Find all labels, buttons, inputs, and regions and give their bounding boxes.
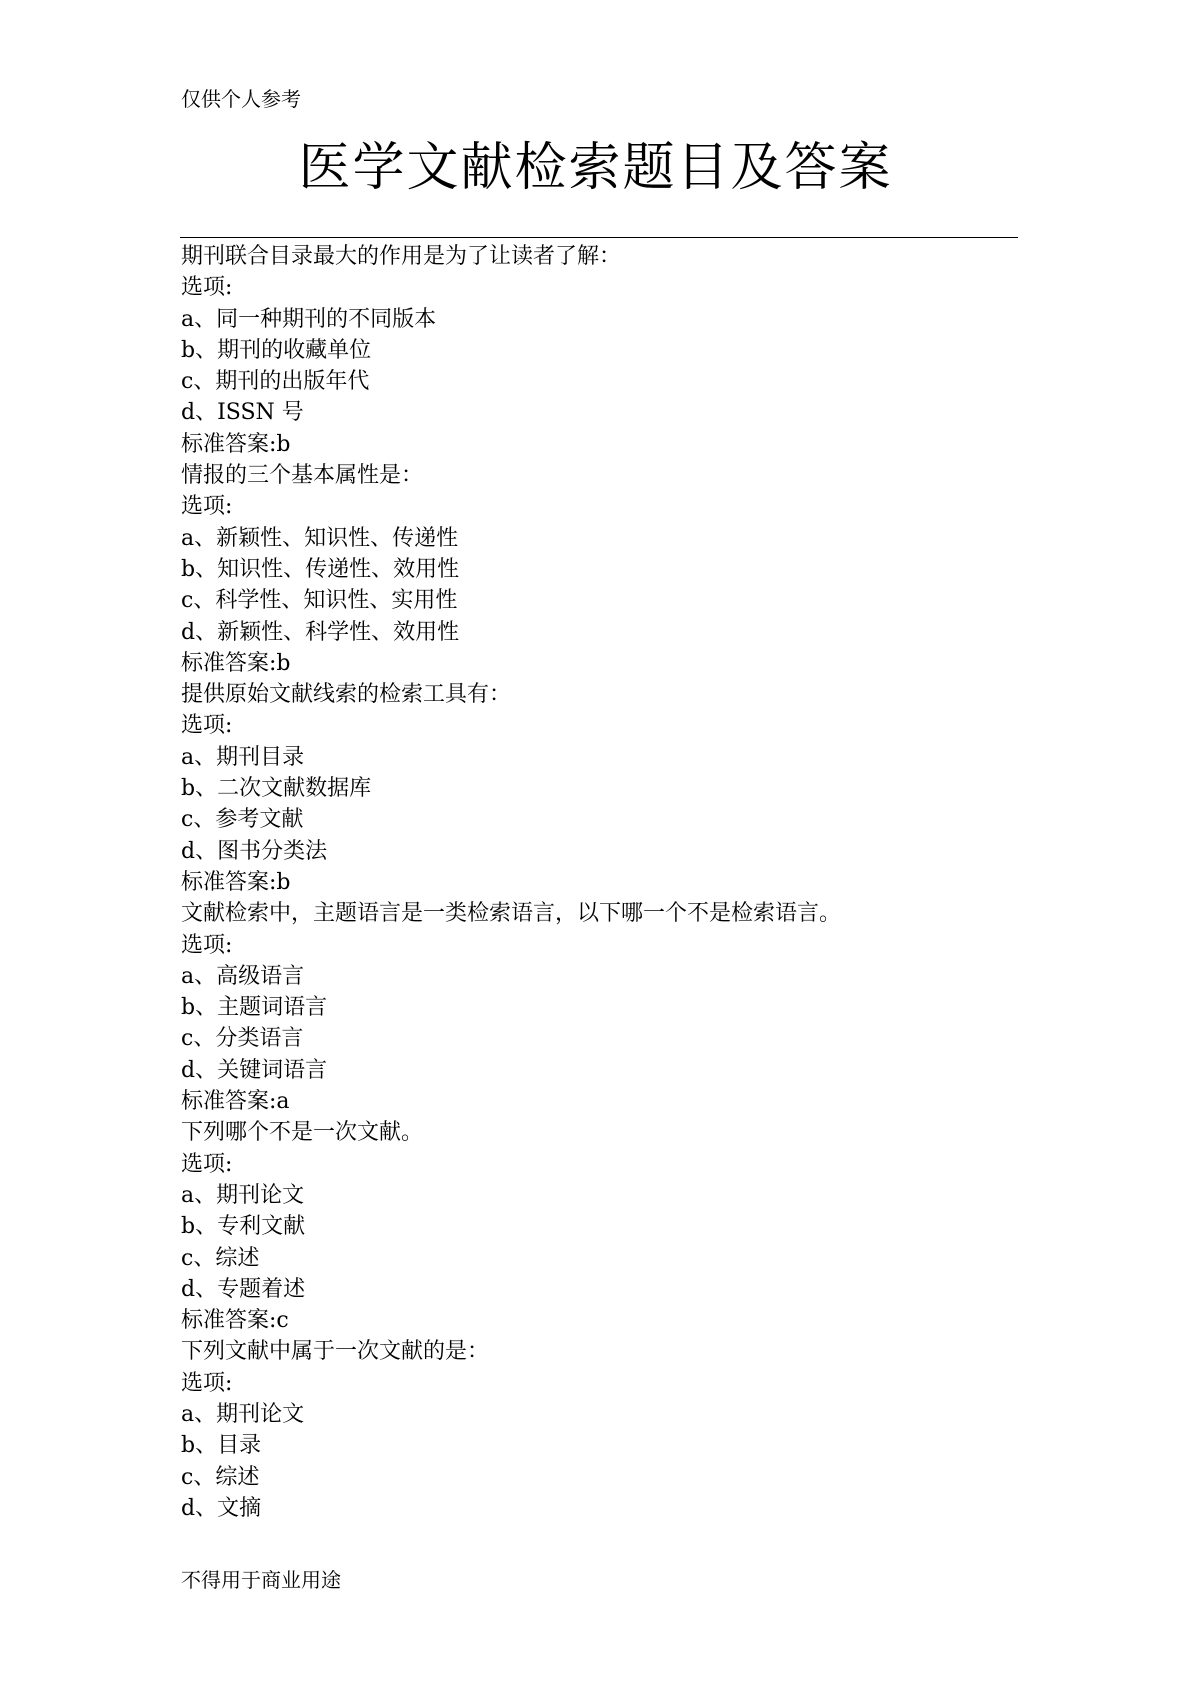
option-d: d、专题着述 <box>181 1276 306 1302</box>
options-label: 选项: <box>181 1151 233 1177</box>
question-list <box>181 241 1021 1524</box>
option-d: d、ISSN 号 <box>181 400 304 426</box>
option-c: c、参考文献 <box>181 807 304 833</box>
question-text: 文献检索中，主题语言是一类检索语言，以下哪一个不是检索语言。 <box>181 901 842 927</box>
option-a: a、期刊论文 <box>181 1401 305 1427</box>
options-label: 选项: <box>181 1370 233 1396</box>
options-label: 选项: <box>181 713 233 739</box>
option-b: b、知识性、传递性、效用性 <box>181 556 460 582</box>
option-c: c、期刊的出版年代 <box>181 369 370 395</box>
standard-answer: 标准答案:c <box>181 1308 289 1334</box>
standard-answer: 标准答案:b <box>181 650 291 676</box>
question-text: 期刊联合目录最大的作用是为了让读者了解： <box>181 244 622 269</box>
option-b: b、目录 <box>181 1433 262 1459</box>
option-b: b、主题词语言 <box>181 995 328 1021</box>
question-text: 下列文献中属于一次文献的是： <box>181 1339 490 1365</box>
option-c: c、分类语言 <box>181 1026 304 1052</box>
option-c: c、综述 <box>181 1245 260 1271</box>
question-text: 下列哪个不是一次文献。 <box>181 1120 424 1146</box>
option-a: a、高级语言 <box>181 963 305 989</box>
option-d: d、文摘 <box>181 1495 262 1521</box>
options-label: 选项: <box>181 494 233 520</box>
title-divider <box>180 237 1018 238</box>
option-d: d、关键词语言 <box>181 1057 328 1083</box>
option-b: b、期刊的收藏单位 <box>181 337 372 363</box>
document-title: 医学文献检索题目及答案 <box>298 138 893 198</box>
option-a: a、同一种期刊的不同版本 <box>181 306 437 332</box>
standard-answer: 标准答案:b <box>181 869 291 895</box>
question-text: 情报的三个基本属性是： <box>181 463 424 489</box>
options-label: 选项: <box>181 275 233 301</box>
option-a: a、新颖性、知识性、传递性 <box>181 525 459 551</box>
options-label: 选项: <box>181 932 233 958</box>
footer-note: 不得用于商业用途 <box>181 1568 341 1592</box>
option-a: a、期刊目录 <box>181 744 305 770</box>
option-b: b、专利文献 <box>181 1214 306 1240</box>
option-a: a、期刊论文 <box>181 1182 305 1208</box>
standard-answer: 标准答案:b <box>181 431 291 457</box>
standard-answer: 标准答案:a <box>181 1089 290 1115</box>
option-d: d、图书分类法 <box>181 838 328 864</box>
option-b: b、二次文献数据库 <box>181 776 372 802</box>
header-note: 仅供个人参考 <box>181 87 301 111</box>
question-text: 提供原始文献线索的检索工具有： <box>181 682 512 708</box>
option-d: d、新颖性、科学性、效用性 <box>181 619 460 645</box>
option-c: c、科学性、知识性、实用性 <box>181 588 458 614</box>
option-c: c、综述 <box>181 1464 260 1490</box>
